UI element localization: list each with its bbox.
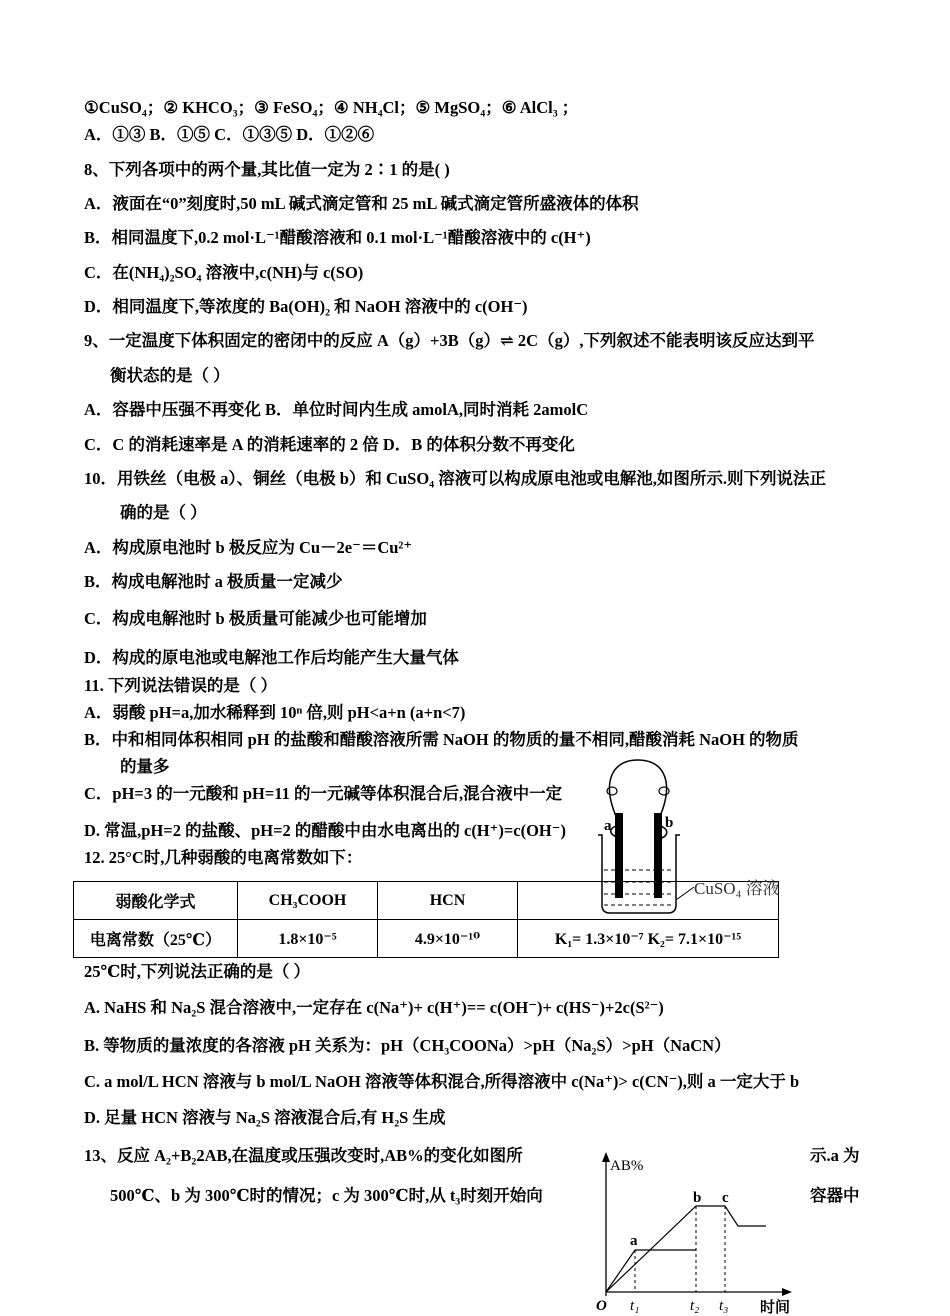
q12-stem: 12. 25°C时,几种弱酸的电离常数如下： bbox=[84, 848, 363, 867]
q12-option-c: C. a mol/L HCN 溶液与 b mol/L NaOH 溶液等体积混合,所得溶液中 c(Na⁺)> c(CN⁻),则 a 一定大于 b bbox=[84, 1072, 800, 1091]
curve-a-label: a bbox=[630, 1233, 638, 1249]
q11-option-a: A．弱酸 pH=a,加水稀释到 10ⁿ 倍,则 pH<a+n (a+n<7) bbox=[84, 703, 466, 722]
table-cell-ch3cooh: 1.8×10⁻⁵ bbox=[238, 920, 378, 958]
solution-pointer bbox=[676, 887, 694, 900]
q10-option-a: A．构成原电池时 b 极反应为 Cu－2e⁻＝Cu²⁺ bbox=[84, 538, 413, 557]
q13-stem-right: 示.a 为 bbox=[810, 1146, 860, 1165]
electrode-b bbox=[654, 813, 662, 898]
cell-clip-left bbox=[607, 787, 617, 795]
q10-stem: 10．用铁丝（电极 a）、铜丝（电极 b）和 CuSO₄ 溶液可以构成原电池或电解池,如图所示.则下列说法正 bbox=[84, 469, 826, 488]
table-header-hcn: HCN bbox=[378, 882, 518, 920]
cell-clip-right bbox=[659, 787, 669, 795]
q11-stem: 11. 下列说法错误的是（ ） bbox=[84, 676, 277, 695]
q12-sub-stem: 25℃时,下列说法正确的是（ ） bbox=[84, 962, 311, 981]
solution-label: CuSO₄ 溶液 bbox=[694, 879, 780, 898]
x-axis-arrow bbox=[782, 1288, 792, 1296]
table-cell-h2s: K₁= 1.3×10⁻⁷ K₂= 7.1×10⁻¹⁵ bbox=[518, 920, 779, 958]
q8-option-d: D．相同温度下,等浓度的 Ba(OH)₂ 和 NaOH 溶液中的 c(OH⁻) bbox=[84, 297, 528, 316]
line-answers-top: A．①③ B．①⑤ C．①③⑤ D．①②⑥ bbox=[84, 125, 375, 144]
q12-option-d: D. 足量 HCN 溶液与 Na₂S 溶液混合后,有 H₂S 生成 bbox=[84, 1108, 446, 1127]
q11-option-b-cont: 的量多 bbox=[120, 757, 170, 776]
q8-option-b: B．相同温度下,0.2 mol·L⁻¹醋酸溶液和 0.1 mol·L⁻¹醋酸溶液中的 c(H⁺) bbox=[84, 228, 591, 247]
beaker bbox=[598, 835, 680, 913]
q9-options-cd: C．C 的消耗速率是 A 的消耗速率的 2 倍 D．B 的体积分数不再变化 bbox=[84, 435, 575, 454]
q8-stem: 8、下列各项中的两个量,其比值一定为 2∶1 的是( ) bbox=[84, 160, 450, 179]
q13-stem: 13、反应 A₂+B₂2AB,在温度或压强改变时,AB%的变化如图所 bbox=[84, 1146, 523, 1165]
electrode-a-label: a bbox=[604, 818, 612, 834]
q10-option-b: B．构成电解池时 a 极质量一定减少 bbox=[84, 572, 343, 591]
electrolytic-cell-figure bbox=[590, 755, 800, 920]
electrode-a bbox=[615, 813, 623, 898]
curve-c-label: c bbox=[722, 1190, 729, 1206]
q11-option-b: B．中和相同体积相同 pH 的盐酸和醋酸溶液所需 NaOH 的物质的量不相同,醋酸消耗 NaOH 的物质 bbox=[84, 730, 799, 749]
q10-option-c: C．构成电解池时 b 极质量可能减少也可能增加 bbox=[84, 609, 427, 628]
q8-option-c: C．在(NH₄)₂SO₄ 溶液中,c(NH)与 c(SO) bbox=[84, 263, 364, 282]
q10-option-d: D．构成的原电池或电解池工作后均能产生大量气体 bbox=[84, 648, 459, 667]
curve-b-label: b bbox=[693, 1190, 702, 1206]
t3-label: t₃ bbox=[719, 1298, 729, 1314]
q10-stem-cont: 确的是（ ） bbox=[120, 503, 207, 522]
q12-option-b: B. 等物质的量浓度的各溶液 pH 关系为：pH（CH₃COONa）>pH（Na₂S）>pH（NaCN） bbox=[84, 1036, 731, 1055]
q9-stem: 9、一定温度下体积固定的密闭中的反应 A（g）+3B（g）⇌ 2C（g）,下列叙述不能表明该反应达到平 bbox=[84, 331, 815, 350]
x-axis-label: 时间 bbox=[760, 1300, 791, 1316]
table-cell-hcn: 4.9×10⁻¹⁰ bbox=[378, 920, 518, 958]
q13-stem-cont-right: 容器中 bbox=[810, 1186, 860, 1205]
electrode-b-label: b bbox=[665, 815, 674, 831]
origin-label: O bbox=[596, 1298, 607, 1314]
curve-a bbox=[606, 1250, 696, 1292]
ab-percent-graph bbox=[590, 1150, 800, 1316]
table-cell-label: 电离常数（25℃） bbox=[74, 920, 238, 958]
table-header-ch3cooh: CH₃COOH bbox=[238, 882, 378, 920]
q11-option-c: C．pH=3 的一元酸和 pH=11 的一元碱等体积混合后,混合液中一定 bbox=[84, 784, 563, 803]
q11-option-d: D. 常温,pH=2 的盐酸、pH=2 的醋酸中由水电离出的 c(H⁺)=c(OH⁻) bbox=[84, 821, 566, 840]
table-header-formula: 弱酸化学式 bbox=[74, 882, 238, 920]
q13-stem-cont: 500℃、b 为 300℃时的情况；c 为 300℃时,从 t₃时刻开始向 bbox=[110, 1186, 543, 1205]
q12-option-a: A. NaHS 和 Na₂S 混合溶液中,一定存在 c(Na⁺)+ c(H⁺)== c(OH⁻)+ c(HS⁻)+2c(S²⁻) bbox=[84, 998, 664, 1017]
curve-b-c bbox=[606, 1206, 766, 1292]
q8-option-a: A．液面在“0”刻度时,50 mL 碱式滴定管和 25 mL 碱式滴定管所盛液体的体积 bbox=[84, 194, 639, 213]
solution-level bbox=[604, 870, 674, 905]
y-axis-arrow bbox=[602, 1152, 610, 1162]
q9-options-ab: A．容器中压强不再变化 B．单位时间内生成 amolA,同时消耗 2amolC bbox=[84, 400, 589, 419]
q9-stem-cont: 衡状态的是（ ） bbox=[110, 366, 230, 385]
t1-label: t₁ bbox=[630, 1298, 640, 1314]
y-axis-label: AB% bbox=[610, 1158, 644, 1174]
line-options-top: ①CuSO₄；② KHCO₃；③ FeSO₄；④ NH₄Cl；⑤ MgSO₄；⑥ AlCl₃ ； bbox=[84, 98, 579, 117]
t2-label: t₂ bbox=[690, 1298, 700, 1314]
